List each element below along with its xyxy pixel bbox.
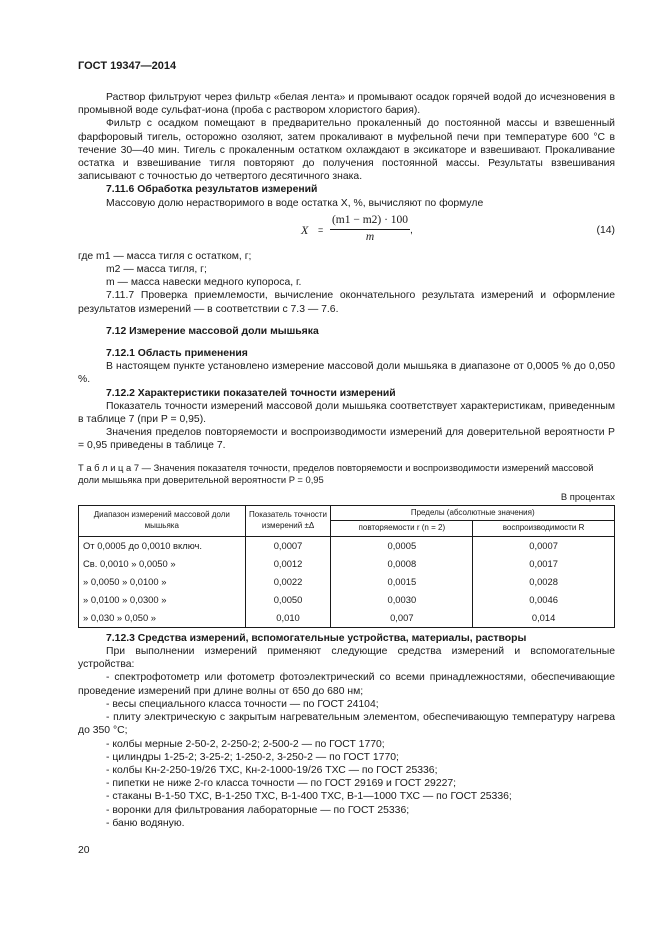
- cell-accuracy: 0,0050: [245, 591, 331, 609]
- definition-line: где m1 — масса тигля с остатком, г;: [78, 250, 252, 262]
- list-item: - пипетки не ниже 2-го класса точности — по ГОСТ 29169 и ГОСТ 29227;: [106, 778, 457, 790]
- cell-repeatability: 0,007: [331, 609, 473, 628]
- formula-equals: =: [318, 224, 324, 235]
- list-item: - стаканы В-1-50 ТХС, В-1-250 ТХС, В-1-400 ТХС, В-1—1000 ТХС — по ГОСТ 25336;: [106, 791, 512, 803]
- formula-comma: ,: [410, 224, 413, 236]
- page-number: 20: [78, 845, 90, 856]
- section-heading-7-11-6: 7.11.6 Обработка результатов измерений: [106, 184, 318, 196]
- header-reproducibility: воспроизводимости R: [473, 521, 615, 537]
- paragraph: В настоящем пункте установлено измерение массовой доли мышьяка в диапазоне от 0,0005 % до 0,050 %.: [78, 361, 615, 386]
- header-limits: Пределы (абсолютные значения): [331, 505, 615, 521]
- formula-denominator: m: [365, 231, 375, 244]
- list-item: - колбы Кн-2-250-19/26 ТХС, Кн-2-1000-19/26 ТХС — по ГОСТ 25336;: [106, 764, 438, 776]
- definition-line: m — масса навески медного купороса, г.: [106, 277, 302, 289]
- formula-lhs: X: [301, 222, 309, 237]
- paragraph: Показатель точности измерений массовой доли мышьяка соответствует характеристикам, приведенным в таблице 7 (при P = 0,95).: [78, 400, 615, 426]
- formula-number: (14): [596, 224, 615, 236]
- cell-range: Св. 0,0010 » 0,0050 »: [79, 555, 246, 573]
- list-item: - колбы мерные 2-50-2, 2-250-2; 2-500-2 — по ГОСТ 1770;: [106, 738, 385, 750]
- formula-14: [78, 214, 615, 250]
- paragraph: Раствор фильтруют через фильтр «белая лента» и промывают осадок горячей водой до исчезновения в промывной воде сульфат-иона (проба с раствором хлористого бария).: [78, 92, 615, 117]
- cell-repeatability: 0,0015: [331, 573, 473, 591]
- cell-range: » 0,0100 » 0,0300 »: [79, 591, 246, 609]
- section-heading-7-12-1: 7.12.1 Область применения: [106, 348, 248, 360]
- header-accuracy: Показатель точности измерений ±Δ: [245, 505, 331, 536]
- formula-fraction: [330, 214, 410, 244]
- table-7: [78, 505, 615, 628]
- formula-numerator: (m1 − m2) · 100: [330, 214, 410, 230]
- table-row: [79, 555, 615, 573]
- cell-accuracy: 0,010: [245, 609, 331, 628]
- cell-accuracy: 0,0022: [245, 573, 331, 591]
- cell-accuracy: 0,0007: [245, 536, 331, 555]
- paragraph: 7.11.7 Проверка приемлемости, вычисление окончательного результата измерений и оформление результатов измерений — в соответствии с 7.3 — 7.6.: [78, 290, 615, 315]
- section-heading-7-12-3: 7.12.3 Средства измерений, вспомогательные устройства, материалы, растворы: [106, 632, 527, 644]
- cell-reproducibility: 0,0017: [473, 555, 615, 573]
- section-heading-7-12: 7.12 Измерение массовой доли мышьяка: [106, 325, 319, 337]
- cell-reproducibility: 0,0007: [473, 536, 615, 555]
- section-heading-7-12-2: 7.12.2 Характеристики показателей точности измерений: [106, 387, 396, 399]
- table-caption: Т а б л и ц а 7 — Значения показателя точности, пределов повторяемости и воспроизводимости измерений массовой доли мышьяка при доверительной вероятности P = 0,95: [78, 461, 594, 485]
- paragraph: Массовую долю нерастворимого в воде остатка X, %, вычисляют по формуле: [106, 197, 484, 209]
- list-item: - плиту электрическую с закрытым нагревательным элементом, обеспечивающую температуру нагрева до 350 °С;: [78, 712, 615, 737]
- page-body: [78, 91, 615, 830]
- list-item: - весы специального класса точности — по ГОСТ 24104;: [106, 698, 379, 710]
- paragraph: Фильтр с осадком помещают в предварительно прокаленный до постоянной массы и взвешенный фарфоровый тигель, осторожно озоляют, затем прокаливают в муфельной печи при температуре 600 °С в течение 30—40 мин. Тигель с прокаленным остатком охлаждают в эксикаторе и взвешивают. Прокаливание остатка и взвешивание тигля повторяют до получения постоянной массы. Результаты взвешивания записывают с точностью до четвертого десятичного знака.: [78, 118, 615, 183]
- cell-repeatability: 0,0008: [331, 555, 473, 573]
- cell-reproducibility: 0,0046: [473, 591, 615, 609]
- list-item: - цилиндры 1-25-2; 3-25-2; 1-250-2, 3-250-2 — по ГОСТ 1770;: [106, 751, 399, 763]
- table-units: В процентах: [560, 490, 615, 502]
- list-item: - баню водяную.: [106, 817, 185, 829]
- paragraph: При выполнении измерений применяют следующие средства измерений и вспомогательные устройства:: [78, 646, 615, 671]
- cell-range: От 0,0005 до 0,0010 включ.: [79, 536, 246, 555]
- header-repeatability: повторяемости r (n = 2): [331, 521, 473, 537]
- list-item: - воронки для фильтрования лабораторные — по ГОСТ 25336;: [106, 804, 410, 816]
- document-header: ГОСТ 19347—2014: [78, 60, 177, 72]
- cell-reproducibility: 0,0028: [473, 573, 615, 591]
- table-row: [79, 609, 615, 628]
- header-range: Диапазон измерений массовой доли мышьяка: [79, 505, 246, 536]
- table-row: [79, 591, 615, 609]
- cell-reproducibility: 0,014: [473, 609, 615, 628]
- cell-accuracy: 0,0012: [245, 555, 331, 573]
- table-row: [79, 573, 615, 591]
- cell-range: » 0,030 » 0,050 »: [79, 609, 246, 628]
- cell-repeatability: 0,0005: [331, 536, 473, 555]
- table-row: [79, 536, 615, 555]
- cell-repeatability: 0,0030: [331, 591, 473, 609]
- paragraph: Значения пределов повторяемости и воспроизводимости измерений для доверительной вероятности P = 0,95 приведены в таблице 7.: [78, 427, 615, 452]
- cell-range: » 0,0050 » 0,0100 »: [79, 573, 246, 591]
- definition-line: m2 — масса тигля, г;: [106, 264, 207, 276]
- list-item: - спектрофотометр или фотометр фотоэлектрический со всеми принадлежностями, обеспечивающие проведение измерений при длине волны от 650 до 680 нм;: [78, 672, 615, 697]
